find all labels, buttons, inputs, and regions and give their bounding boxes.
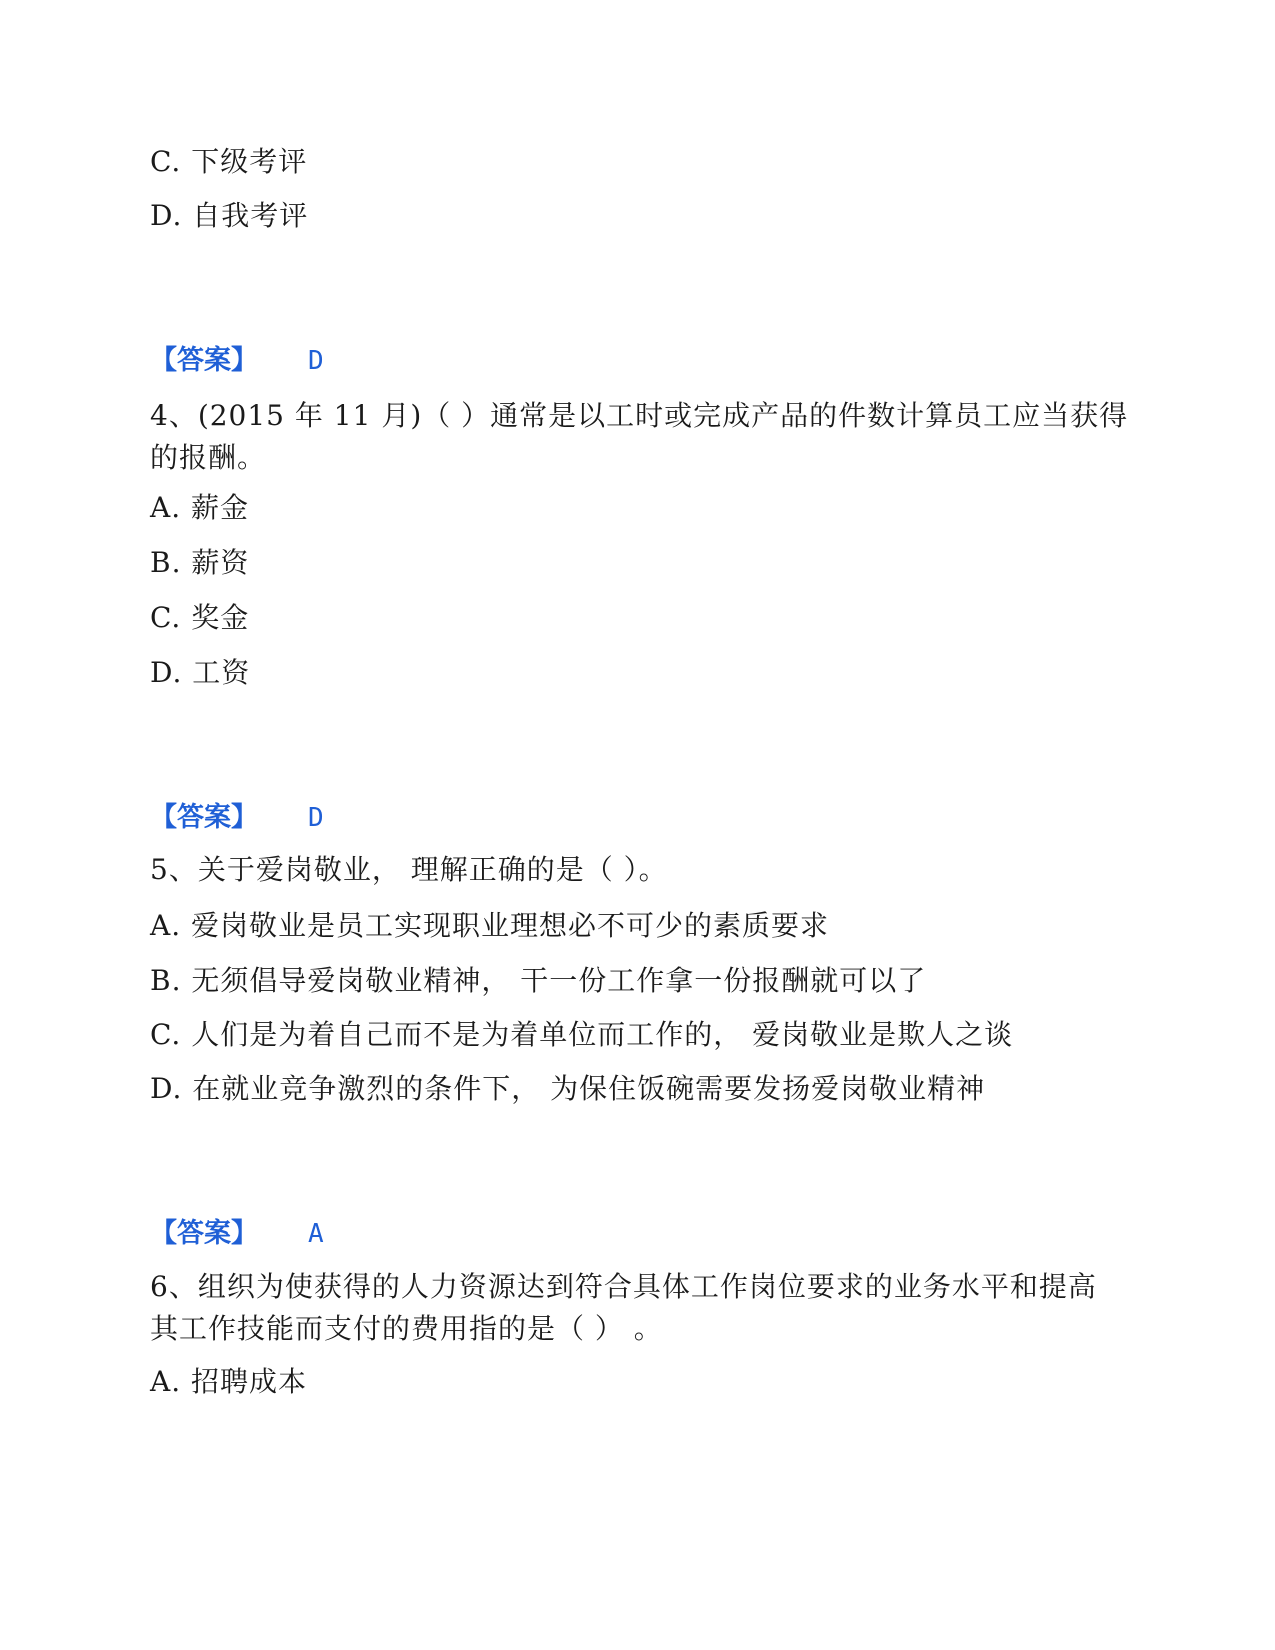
q4-answer	[150, 797, 324, 838]
q5-option-d: D. 在就业竞争激烈的条件下， 为保住饭碗需要发扬爱岗敬业精神	[150, 1072, 986, 1105]
q3-answer-label: 【答案】	[150, 345, 258, 376]
q3-option-c: C. 下级考评	[150, 145, 308, 178]
q3-answer	[150, 340, 324, 381]
q4-option-d: D. 工资	[150, 656, 251, 689]
q6-stem-line1: 6、组织为使获得的人力资源达到符合具体工作岗位要求的业务水平和提高	[150, 1270, 1097, 1303]
q5-option-a: A. 爱岗敬业是员工实现职业理想必不可少的素质要求	[150, 909, 830, 942]
q5-stem: 5、关于爱岗敬业， 理解正确的是（ ）。	[150, 853, 668, 886]
q4-stem	[150, 395, 1129, 479]
q6-option-a: A. 招聘成本	[150, 1365, 308, 1398]
q5-option-c: C. 人们是为着自己而不是为着单位而工作的， 爱岗敬业是欺人之谈	[150, 1018, 1014, 1051]
q3-option-d: D. 自我考评	[150, 199, 309, 232]
q4-stem-line2: 的报酬。	[150, 441, 267, 474]
q4-stem-line1: 4、(2015 年 11 月)（ ）通常是以工时或完成产品的件数计算员工应当获得	[150, 399, 1129, 432]
q6-stem-line2: 其工作技能而支付的费用指的是（ ） 。	[150, 1312, 663, 1345]
q3-answer-value: D	[308, 346, 324, 376]
q4-answer-value: D	[308, 803, 324, 833]
q4-option-a: A. 薪金	[150, 491, 250, 524]
q5-answer-value: A	[308, 1219, 324, 1249]
q5-option-b: B. 无须倡导爱岗敬业精神， 干一份工作拿一份报酬就可以了	[150, 964, 927, 997]
q6-stem	[150, 1266, 1110, 1350]
q4-answer-label: 【答案】	[150, 802, 258, 833]
q5-answer-label: 【答案】	[150, 1218, 258, 1249]
q4-option-b: B. 薪资	[150, 546, 250, 579]
q5-answer	[150, 1213, 324, 1254]
q4-option-c: C. 奖金	[150, 601, 250, 634]
